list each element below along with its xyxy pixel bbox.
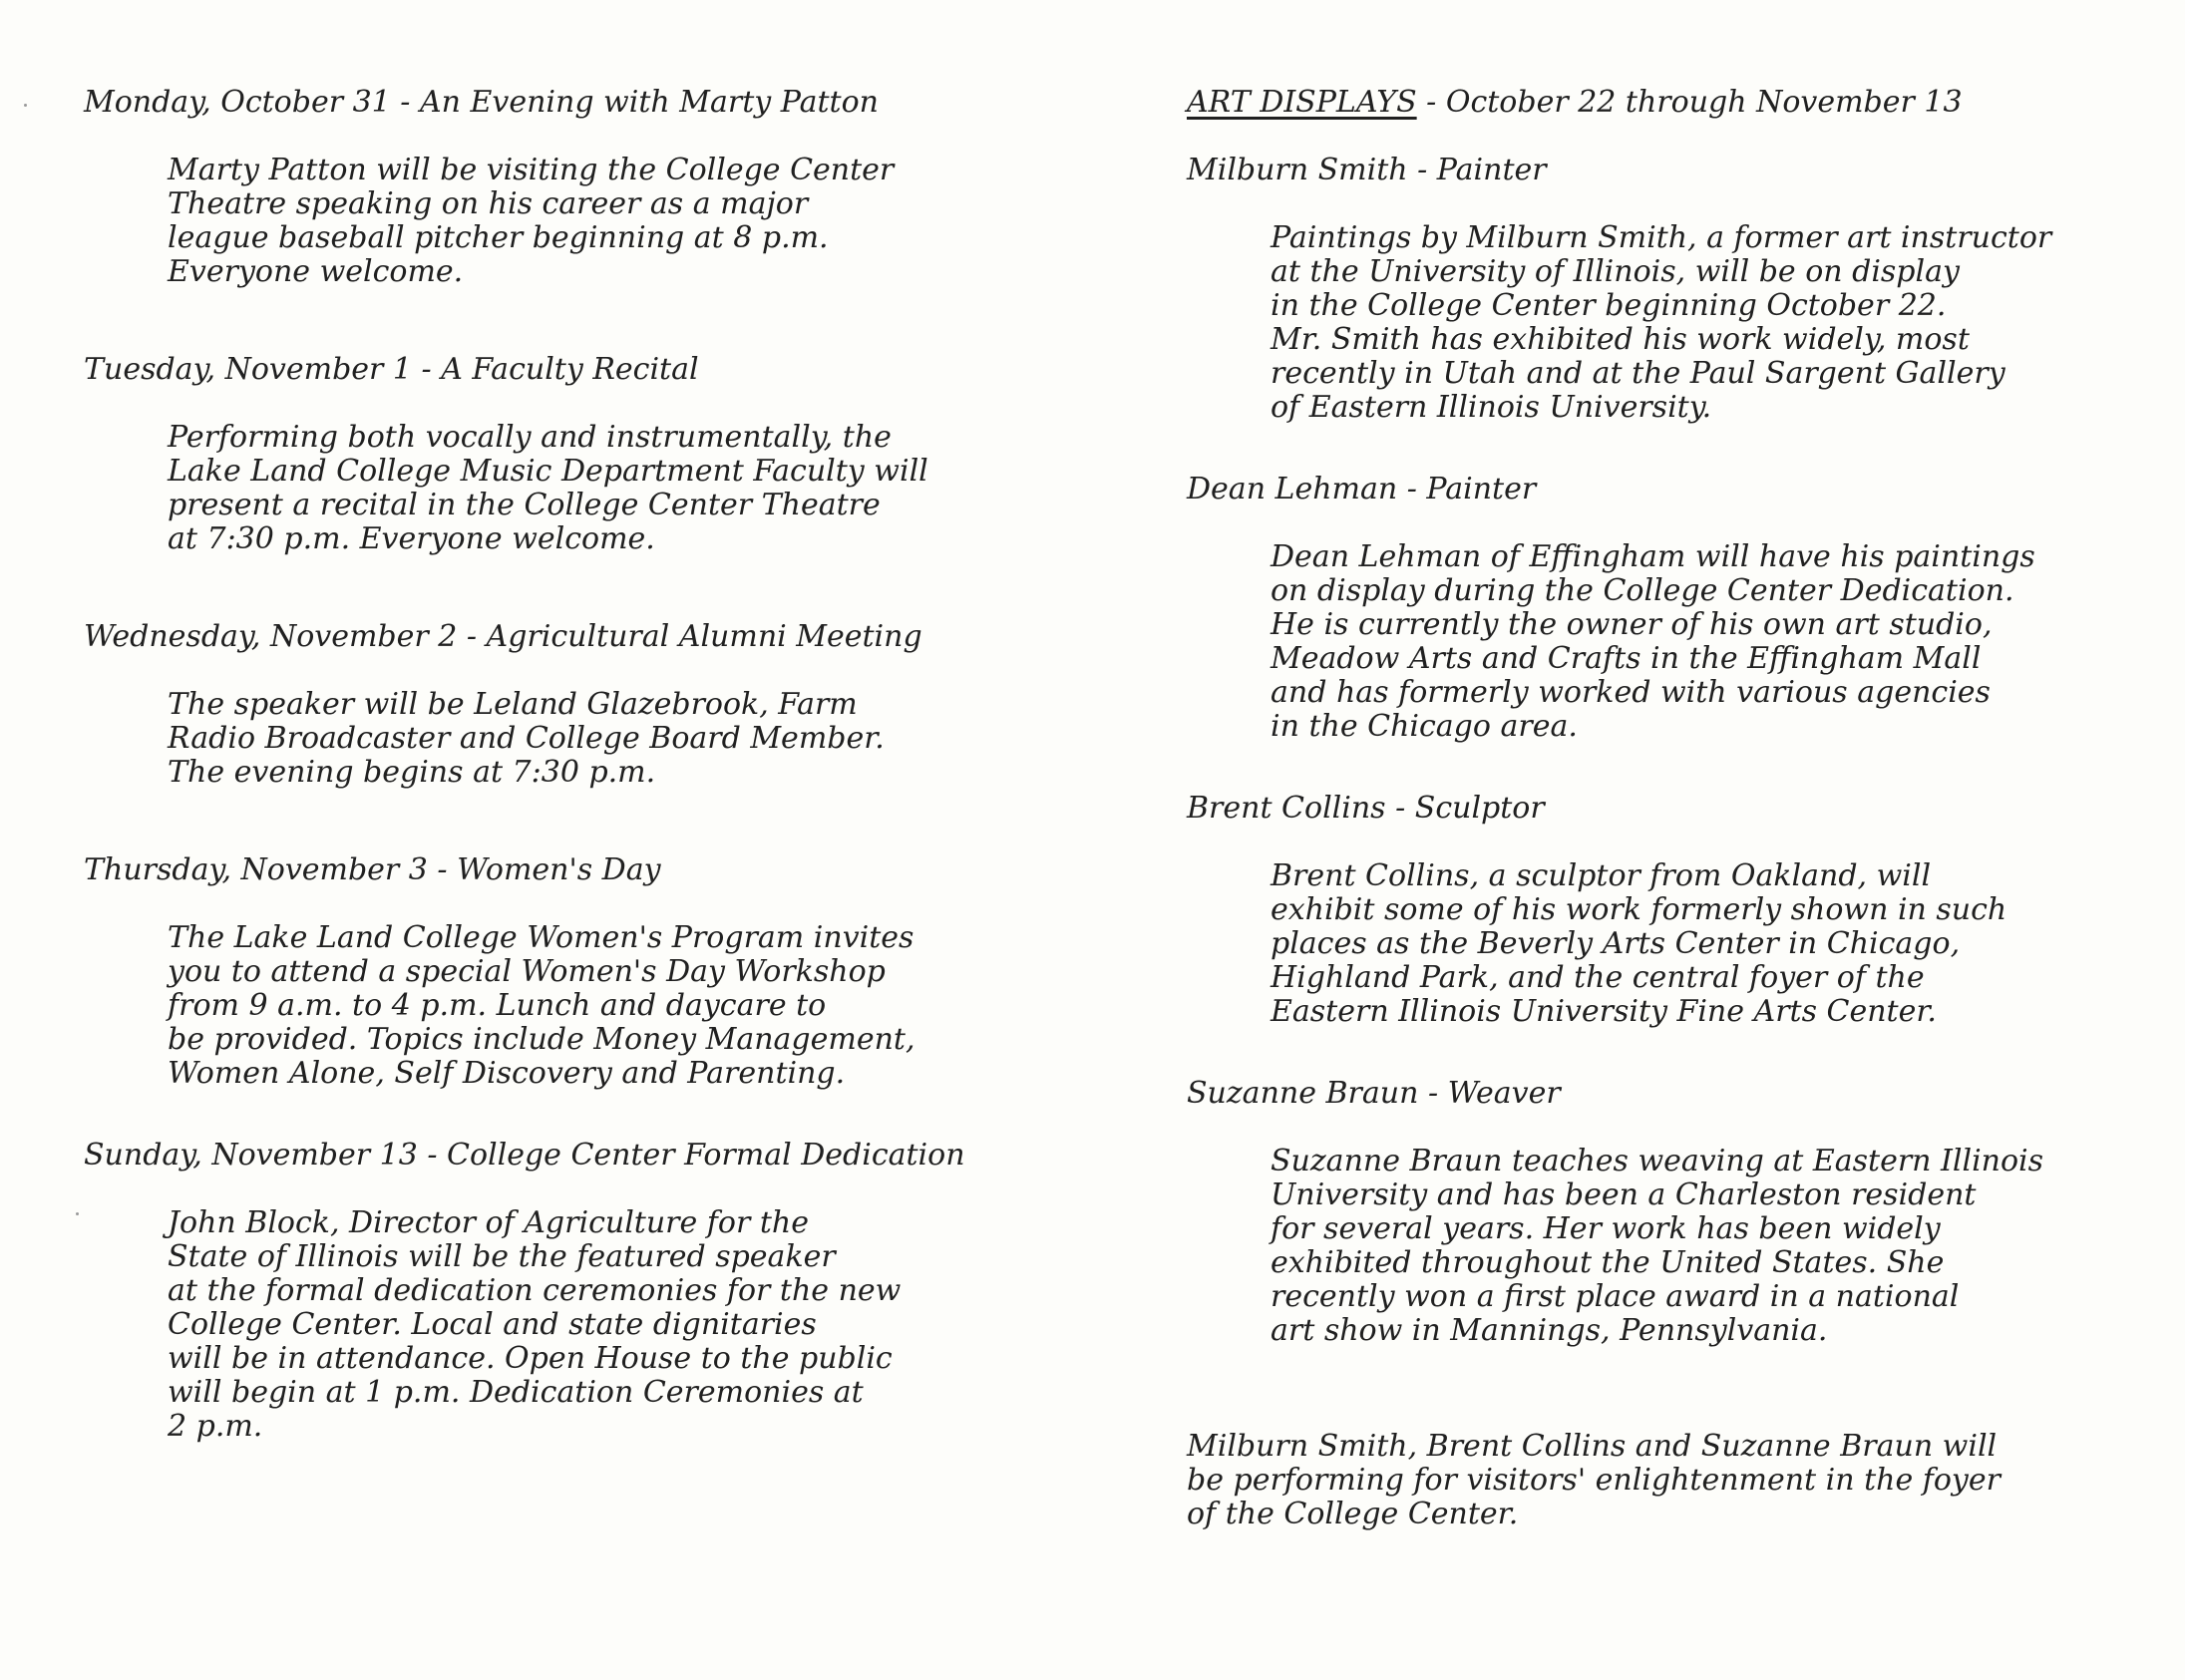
text-line: Eastern Illinois University Fine Arts Center. (1271, 994, 1937, 1029)
event-block (84, 86, 1091, 289)
right-page (1093, 0, 2185, 1680)
art-displays-label: ART DISPLAYS (1187, 85, 1417, 120)
text-line: will begin at 1 p.m. Dedication Ceremonies at (168, 1375, 864, 1410)
closing-note (1187, 1430, 2185, 1531)
artist-block (1187, 1077, 2185, 1348)
text-line: Dean Lehman of Effingham will have his paintings (1271, 539, 2035, 574)
text-line: exhibit some of his work formerly shown in such (1271, 892, 2007, 927)
text-line: in the College Center beginning October 22. (1271, 288, 1947, 323)
text-line: at the University of Illinois, will be on display (1271, 254, 1960, 289)
text-line: present a recital in the College Center Theatre (168, 488, 881, 522)
text-line: The Lake Land College Women's Program invites (168, 920, 914, 955)
paper-speck (24, 104, 27, 107)
artist-heading: Dean Lehman - Painter (1187, 472, 1537, 506)
text-line: Brent Collins, a sculptor from Oakland, will (1271, 858, 1932, 893)
text-line: for several years. Her work has been widely (1271, 1211, 1941, 1246)
artist-heading: Brent Collins - Sculptor (1187, 791, 1545, 826)
text-line: John Block, Director of Agriculture for the (168, 1205, 809, 1240)
text-line: from 9 a.m. to 4 p.m. Lunch and daycare to (168, 988, 827, 1023)
paper-speck (76, 1212, 79, 1215)
event-heading: Wednesday, November 2 - Agricultural Alumni Meeting (84, 619, 922, 654)
text-line: you to attend a special Women's Day Workshop (168, 954, 886, 989)
text-line: be performing for visitors' enlightenment in the foyer (1187, 1463, 2001, 1498)
event-block (84, 1139, 1091, 1444)
text-line: places as the Beverly Arts Center in Chicago, (1271, 926, 1961, 961)
event-description (84, 688, 1091, 790)
event-heading: Thursday, November 3 - Women's Day (84, 852, 661, 887)
text-line: Mr. Smith has exhibited his work widely, most (1271, 322, 1970, 357)
text-line: Paintings by Milburn Smith, a former art instructor (1271, 220, 2052, 255)
text-line: at the formal dedication ceremonies for the new (168, 1273, 902, 1308)
text-line: recently won a first place award in a national (1271, 1279, 1960, 1314)
text-line: of Eastern Illinois University. (1271, 390, 1712, 425)
event-block (84, 353, 1091, 556)
text-line: recently in Utah and at the Paul Sargent Gallery (1271, 356, 2005, 391)
text-line: and has formerly worked with various agencies (1271, 675, 1991, 710)
text-line: Milburn Smith, Brent Collins and Suzanne Braun will (1187, 1429, 1998, 1464)
artist-block (1187, 473, 2185, 744)
text-line: State of Illinois will be the featured speaker (168, 1239, 836, 1274)
artist-block (1187, 154, 2185, 425)
artist-description (1187, 859, 2185, 1029)
text-line: 2 p.m. (168, 1409, 263, 1444)
artist-description (1187, 1145, 2185, 1348)
text-line: The evening begins at 7:30 p.m. (168, 755, 656, 790)
left-page (0, 0, 1092, 1680)
text-line: Women Alone, Self Discovery and Parenting. (168, 1056, 846, 1091)
text-line: on display during the College Center Dedication. (1271, 573, 2014, 608)
text-line: Highland Park, and the central foyer of the (1271, 960, 1925, 995)
text-line: art show in Mannings, Pennsylvania. (1271, 1313, 1828, 1348)
event-description (84, 1206, 1091, 1444)
text-line: league baseball pitcher beginning at 8 p.m. (168, 220, 829, 255)
text-line: at 7:30 p.m. Everyone welcome. (168, 521, 655, 556)
text-line: Suzanne Braun teaches weaving at Eastern Illinois (1271, 1144, 2044, 1178)
text-line: Theatre speaking on his career as a major (168, 186, 809, 221)
event-block (84, 620, 1091, 790)
artist-block (1187, 792, 2185, 1029)
text-line: in the Chicago area. (1271, 709, 1578, 744)
events-column (84, 86, 1091, 1444)
event-description (84, 421, 1091, 556)
event-heading: Monday, October 31 - An Evening with Marty Patton (84, 85, 879, 120)
text-line: will be in attendance. Open House to the public (168, 1341, 893, 1376)
text-line: Everyone welcome. (168, 254, 464, 289)
event-description (84, 921, 1091, 1091)
art-displays-dates: - October 22 through November 13 (1416, 85, 1963, 120)
event-heading: Tuesday, November 1 - A Faculty Recital (84, 352, 699, 387)
text-line: Radio Broadcaster and College Board Member. (168, 721, 885, 756)
text-line: be provided. Topics include Money Management, (168, 1022, 915, 1057)
event-description (84, 154, 1091, 289)
art-displays-column (1187, 86, 2185, 1531)
art-displays-title (1187, 86, 2185, 120)
artist-description (1187, 540, 2185, 744)
text-line: He is currently the owner of his own art studio, (1271, 607, 1993, 642)
text-line: The speaker will be Leland Glazebrook, Farm (168, 687, 858, 722)
artist-description (1187, 221, 2185, 425)
text-line: University and has been a Charleston resident (1271, 1177, 1977, 1212)
text-line: College Center. Local and state dignitaries (168, 1307, 817, 1342)
artist-heading: Milburn Smith - Painter (1187, 153, 1547, 187)
text-line: of the College Center. (1187, 1497, 1519, 1531)
text-line: Meadow Arts and Crafts in the Effingham Mall (1271, 641, 1982, 676)
text-line: exhibited throughout the United States. She (1271, 1245, 1945, 1280)
text-line: Marty Patton will be visiting the College Center (168, 153, 895, 187)
text-line: Performing both vocally and instrumentally, the (168, 420, 892, 455)
text-line: Lake Land College Music Department Faculty will (168, 454, 928, 489)
event-block (84, 853, 1091, 1091)
artist-heading: Suzanne Braun - Weaver (1187, 1076, 1561, 1111)
event-heading: Sunday, November 13 - College Center Formal Dedication (84, 1138, 965, 1173)
